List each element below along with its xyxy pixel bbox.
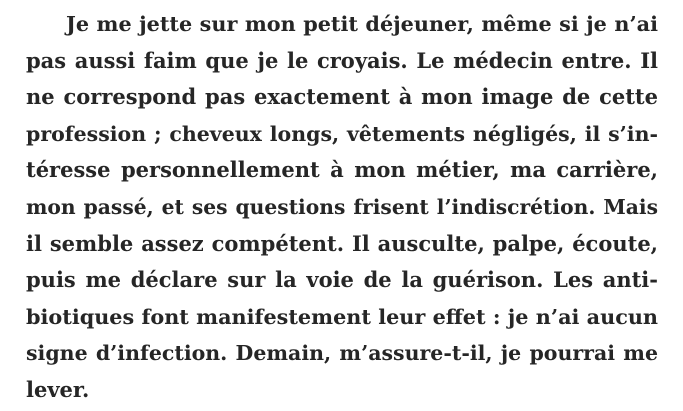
paragraph-line: biotiques font manifestement leur effet : je n’ai aucun [26,304,658,329]
paragraph-line: signe d’infection. Demain, m’assure-t-il, je pourrai me [26,341,658,366]
paragraph-line: il semble assez compétent. Il ausculte, palpe, écoute, [26,230,658,256]
text-page [26,6,658,409]
paragraph [26,6,658,409]
paragraph-line: mon passé, et ses questions frisent l’indiscrétion. Mais [26,194,658,219]
paragraph-line: puis me déclare sur la voie de la guérison. Les anti- [26,267,658,293]
paragraph-line: téresse personnellement à mon métier, ma carrière, [26,157,658,183]
paragraph-line: ne correspond pas exactement à mon image de cette [26,84,658,110]
paragraph-line: profession ; cheveux longs, vêtements négligés, il s’in- [26,121,658,146]
paragraph-line: Je me jette sur mon petit déjeuner, même si je n’ai [66,12,658,36]
paragraph-line: lever. [26,376,90,402]
paragraph-line: pas aussi faim que je le croyais. Le médecin entre. Il [26,47,658,73]
